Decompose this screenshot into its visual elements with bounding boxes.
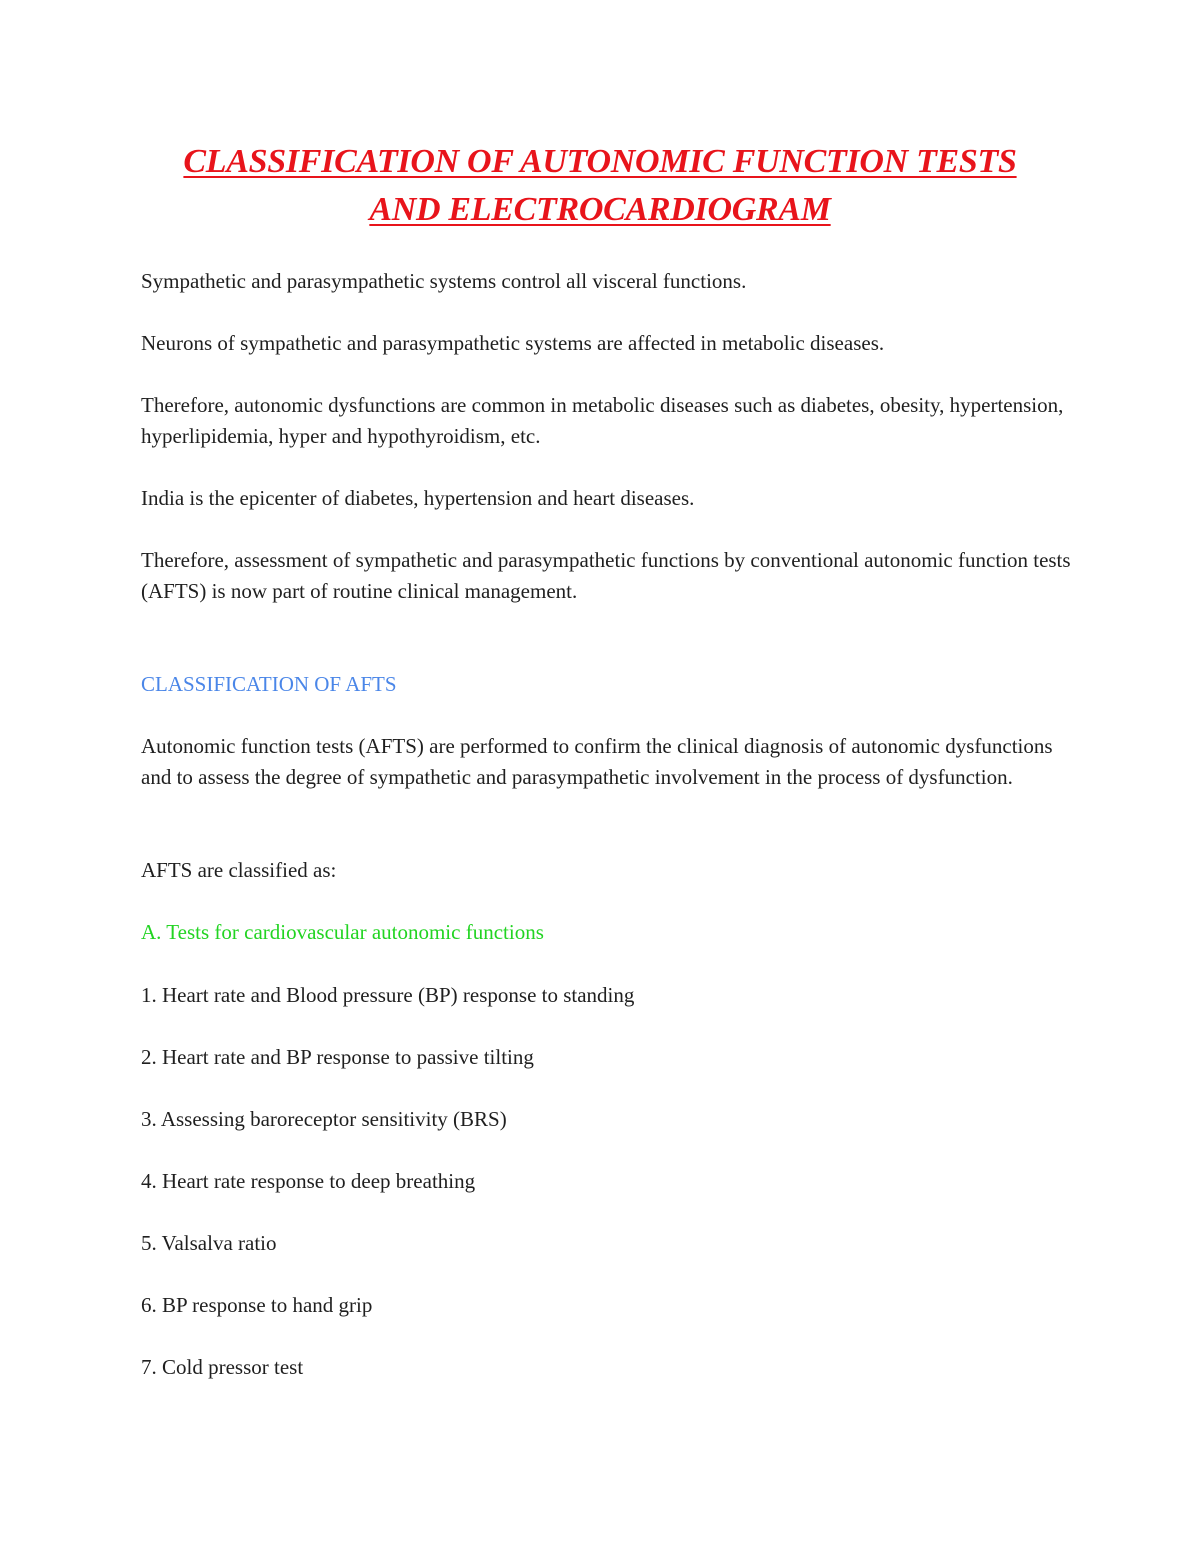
list-item: 3. Assessing baroreceptor sensitivity (BRS): [141, 1107, 507, 1131]
list-item: 4. Heart rate response to deep breathing: [141, 1169, 476, 1193]
list-item: 5. Valsalva ratio: [141, 1231, 277, 1255]
intro-paragraph-5: Therefore, assessment of sympathetic and parasympathetic functions by conventional autonomic function tests (AFTS) is now part of routine clinical management.: [141, 548, 1071, 603]
document-title-line-1: CLASSIFICATION OF AUTONOMIC FUNCTION TESTS: [183, 143, 1017, 180]
list-item: 1. Heart rate and Blood pressure (BP) response to standing: [141, 983, 635, 1007]
classified-as-label: AFTS are classified as:: [141, 858, 337, 882]
intro-paragraph-4: India is the epicenter of diabetes, hypertension and heart diseases.: [141, 486, 695, 510]
section-heading: CLASSIFICATION OF AFTS: [141, 672, 397, 696]
intro-paragraph-1: Sympathetic and parasympathetic systems control all visceral functions.: [141, 269, 747, 293]
document-title-line-2: AND ELECTROCARDIOGRAM: [369, 191, 831, 228]
list-item: 7. Cold pressor test: [141, 1355, 304, 1379]
intro-paragraph-2: Neurons of sympathetic and parasympathetic systems are affected in metabolic diseases.: [141, 331, 885, 355]
intro-paragraph-3: Therefore, autonomic dysfunctions are common in metabolic diseases such as diabetes, obesity, hypertension, hyperlipidemia, hyper and hypothyroidism, etc.: [141, 393, 1064, 448]
subsection-heading: A. Tests for cardiovascular autonomic functions: [141, 920, 544, 944]
list-item: 6. BP response to hand grip: [141, 1293, 373, 1317]
classification-paragraph: Autonomic function tests (AFTS) are performed to confirm the clinical diagnosis of autonomic dysfunctions and to assess the degree of sympathetic and parasympathetic involvement in the process of dysfunction.: [141, 734, 1053, 789]
list-item: 2. Heart rate and BP response to passive tilting: [141, 1045, 534, 1069]
